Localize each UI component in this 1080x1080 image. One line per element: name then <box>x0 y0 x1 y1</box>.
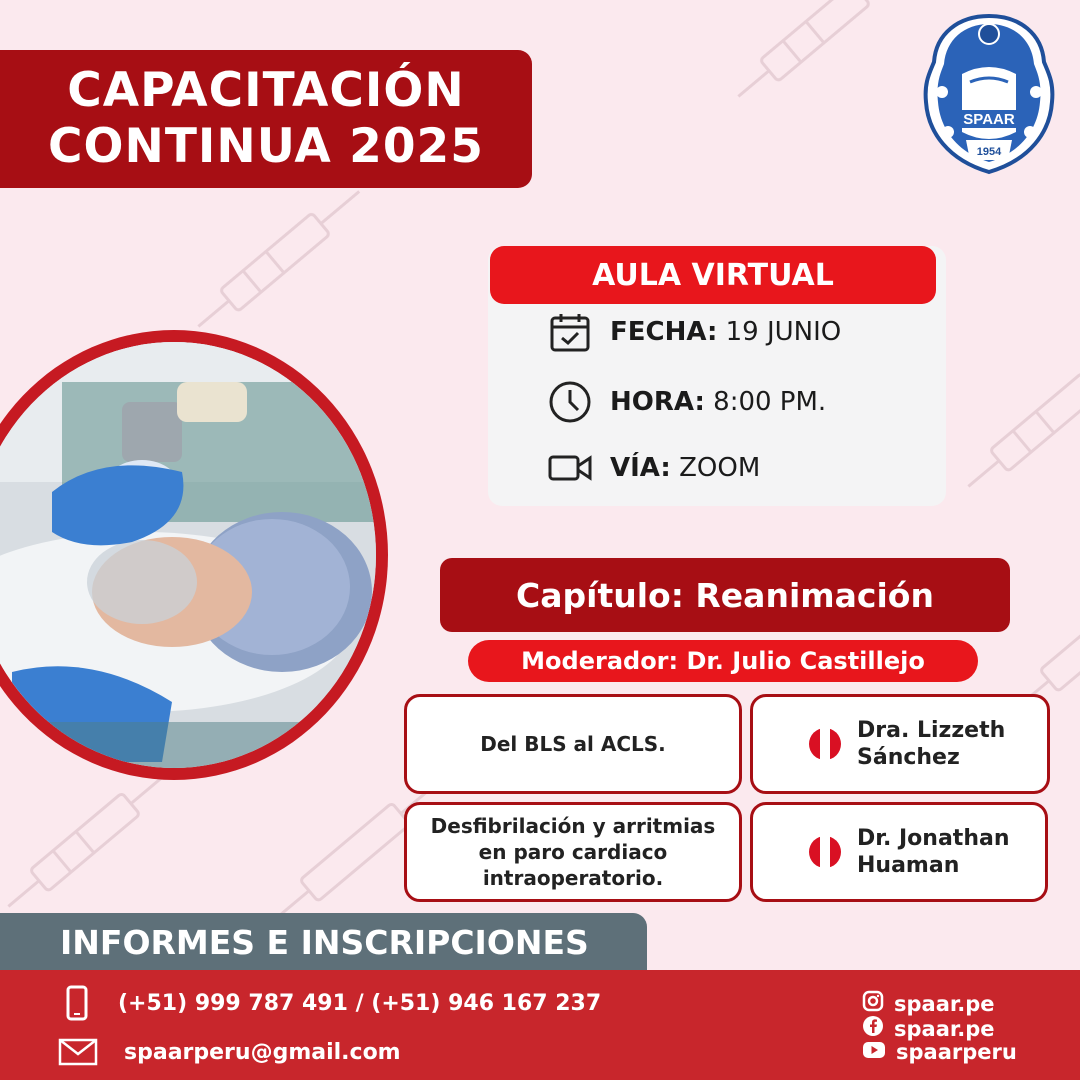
video-camera-icon <box>548 446 592 490</box>
via-label: VÍA: <box>610 453 671 483</box>
talk-topic-1 <box>404 694 742 794</box>
moderator-label: Moderador: Dr. Julio Castillejo <box>468 640 978 682</box>
talk-speaker-2 <box>750 802 1048 902</box>
social-facebook[interactable] <box>862 1015 995 1042</box>
aula-virtual-header: AULA VIRTUAL <box>490 246 936 304</box>
date-row <box>548 310 841 354</box>
email-row <box>58 1038 401 1066</box>
speaker-1-line-1: Dra. Lizzeth <box>857 718 1006 743</box>
talk-topic-2-line-2: en paro cardiaco <box>478 840 668 864</box>
talk-speaker-1 <box>750 694 1050 794</box>
time-value: 8:00 PM. <box>704 387 827 417</box>
phone-numbers[interactable]: (+51) 999 787 491 / (+51) 946 167 237 <box>118 990 602 1016</box>
email-address[interactable]: spaarperu@gmail.com <box>124 1039 401 1065</box>
peru-flag-icon <box>809 836 841 868</box>
chapter-title: Capítulo: Reanimación <box>440 558 1010 632</box>
via-row <box>548 446 760 490</box>
talk-topic-1-text: Del BLS al ACLS. <box>480 732 666 756</box>
speaker-1-line-2: Sánchez <box>857 745 960 770</box>
youtube-handle: spaarperu <box>896 1040 1017 1064</box>
phone-row <box>66 985 601 1021</box>
spaar-logo <box>918 12 1060 176</box>
time-label: HORA: <box>610 387 705 417</box>
time-row <box>548 380 826 424</box>
facebook-handle: spaar.pe <box>894 1016 995 1041</box>
instagram-icon <box>862 990 884 1017</box>
peru-flag-icon <box>809 728 841 760</box>
social-youtube[interactable] <box>862 1040 1017 1064</box>
phone-icon <box>66 985 88 1021</box>
social-instagram[interactable] <box>862 990 995 1017</box>
facebook-icon <box>862 1015 884 1042</box>
logo-year: 1954 <box>976 146 1002 158</box>
speaker-2-line-1: Dr. Jonathan <box>857 826 1010 851</box>
talk-topic-2-line-3: intraoperatorio. <box>482 866 664 890</box>
resuscitation-photo <box>0 330 388 780</box>
title-line-2: CONTINUA 2025 <box>48 119 484 174</box>
date-label: FECHA: <box>610 317 718 347</box>
title-line-1: CAPACITACIÓN <box>67 63 465 118</box>
mail-icon <box>58 1038 98 1066</box>
instagram-handle: spaar.pe <box>894 991 995 1016</box>
calendar-icon <box>548 310 592 354</box>
via-value: ZOOM <box>670 453 761 483</box>
logo-name: SPAAR <box>963 111 1015 128</box>
speaker-2-line-2: Huaman <box>857 853 960 878</box>
talk-topic-2-line-1: Desfibrilación y arritmias <box>430 814 716 838</box>
informes-heading: INFORMES E INSCRIPCIONES <box>0 913 647 971</box>
clock-icon <box>548 380 592 424</box>
date-value: 19 JUNIO <box>717 317 842 347</box>
title-banner <box>0 50 532 188</box>
youtube-icon <box>862 1040 886 1064</box>
talk-topic-2 <box>404 802 742 902</box>
